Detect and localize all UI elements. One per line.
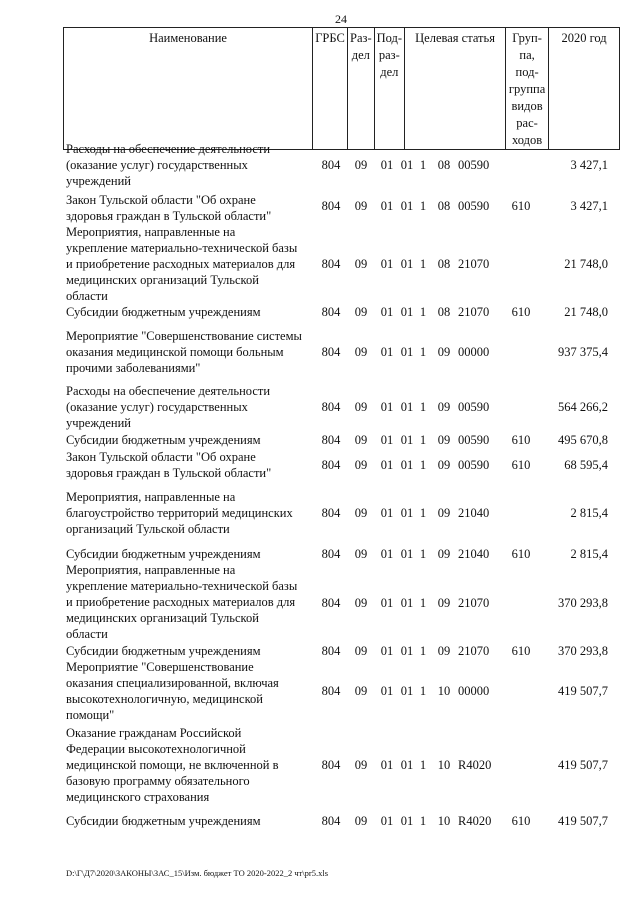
row-group: 610 bbox=[511, 433, 531, 447]
row-podrazdel: 01 bbox=[380, 433, 394, 447]
row-target-event: 08 bbox=[437, 257, 451, 271]
row-target-code: 00000 bbox=[458, 345, 490, 359]
header-group-line: группа bbox=[508, 82, 546, 96]
row-name: Субсидии бюджетным учреждениям bbox=[66, 814, 261, 828]
row-razdel: 09 bbox=[354, 758, 368, 772]
header-group-line: па, bbox=[519, 48, 535, 62]
row-target-event: 09 bbox=[437, 400, 451, 414]
row-sum: 3 427,1 bbox=[570, 158, 608, 172]
row-target-event: 08 bbox=[437, 158, 451, 172]
row-target-program: 01 bbox=[400, 644, 414, 658]
header-group-line: ходов bbox=[511, 133, 543, 147]
row-sum: 21 748,0 bbox=[564, 305, 608, 319]
row-grbs: 804 bbox=[321, 547, 341, 561]
row-razdel: 09 bbox=[354, 814, 368, 828]
row-sum: 2 815,4 bbox=[570, 506, 608, 520]
row-razdel: 09 bbox=[354, 257, 368, 271]
row-razdel: 09 bbox=[354, 547, 368, 561]
row-target-type: 1 bbox=[419, 433, 427, 447]
row-group: 610 bbox=[511, 199, 531, 213]
row-target-type: 1 bbox=[419, 506, 427, 520]
row-target-event: 09 bbox=[437, 458, 451, 472]
row-sum: 370 293,8 bbox=[558, 596, 608, 610]
row-target-type: 1 bbox=[419, 758, 427, 772]
row-target-code: 00590 bbox=[458, 433, 490, 447]
row-target-type: 1 bbox=[419, 684, 427, 698]
table-header bbox=[63, 27, 620, 150]
row-name: Мероприятия, направленные на укрепление материально-технической базы и приобретение расходных материалов для медицинских организаций Тульской области bbox=[66, 563, 298, 641]
row-podrazdel: 01 bbox=[380, 758, 394, 772]
row-podrazdel: 01 bbox=[380, 684, 394, 698]
row-target-type: 1 bbox=[419, 257, 427, 271]
row-target-program: 01 bbox=[400, 345, 414, 359]
row-target-event: 09 bbox=[437, 547, 451, 561]
row-razdel: 09 bbox=[354, 345, 368, 359]
row-name: Субсидии бюджетным учреждениям bbox=[66, 644, 261, 658]
row-target-event: 09 bbox=[437, 596, 451, 610]
header-target: Целевая статья bbox=[405, 28, 506, 150]
row-name: Субсидии бюджетным учреждениям bbox=[66, 305, 261, 319]
row-target-type: 1 bbox=[419, 345, 427, 359]
header-podrazdel bbox=[374, 28, 404, 150]
row-target-program: 01 bbox=[400, 547, 414, 561]
row-name: Мероприятия, направленные на благоустройство территорий медицинских организаций Тульской области bbox=[66, 490, 293, 536]
row-razdel: 09 bbox=[354, 199, 368, 213]
row-grbs: 804 bbox=[321, 506, 341, 520]
row-group: 610 bbox=[511, 547, 531, 561]
row-podrazdel: 01 bbox=[380, 814, 394, 828]
row-grbs: 804 bbox=[321, 199, 341, 213]
row-target-event: 09 bbox=[437, 433, 451, 447]
row-grbs: 804 bbox=[321, 814, 341, 828]
row-podrazdel: 01 bbox=[380, 547, 394, 561]
row-target-program: 01 bbox=[400, 506, 414, 520]
header-group bbox=[506, 28, 549, 150]
row-grbs: 804 bbox=[321, 257, 341, 271]
row-group: 610 bbox=[511, 814, 531, 828]
header-group-line: рас- bbox=[516, 116, 538, 130]
row-target-code: R4020 bbox=[458, 814, 492, 828]
row-podrazdel: 01 bbox=[380, 345, 394, 359]
row-grbs: 804 bbox=[321, 305, 341, 319]
row-razdel: 09 bbox=[354, 596, 368, 610]
row-grbs: 804 bbox=[321, 596, 341, 610]
row-target-event: 10 bbox=[437, 684, 451, 698]
row-target-code: 00590 bbox=[458, 158, 490, 172]
row-podrazdel: 01 bbox=[380, 158, 394, 172]
header-name: Наименование bbox=[64, 28, 313, 150]
row-target-event: 10 bbox=[437, 814, 451, 828]
row-target-event: 08 bbox=[437, 305, 451, 319]
row-group: 610 bbox=[511, 458, 531, 472]
row-target-code: 00590 bbox=[458, 199, 490, 213]
header-razdel-line: Раз- bbox=[350, 31, 372, 45]
row-target-type: 1 bbox=[419, 814, 427, 828]
row-sum: 937 375,4 bbox=[558, 345, 608, 359]
row-sum: 495 670,8 bbox=[558, 433, 608, 447]
row-target-code: R4020 bbox=[458, 758, 492, 772]
row-target-event: 09 bbox=[437, 506, 451, 520]
row-podrazdel: 01 bbox=[380, 400, 394, 414]
row-target-program: 01 bbox=[400, 305, 414, 319]
row-grbs: 804 bbox=[321, 433, 341, 447]
row-name: Закон Тульской области "Об охране здоровья граждан в Тульской области" bbox=[66, 193, 272, 223]
row-target-program: 01 bbox=[400, 814, 414, 828]
row-razdel: 09 bbox=[354, 400, 368, 414]
row-target-event: 09 bbox=[437, 644, 451, 658]
row-target-code: 00000 bbox=[458, 684, 490, 698]
row-grbs: 804 bbox=[321, 684, 341, 698]
row-sum: 370 293,8 bbox=[558, 644, 608, 658]
row-target-type: 1 bbox=[419, 644, 427, 658]
row-target-code: 21040 bbox=[458, 506, 490, 520]
row-target-code: 21070 bbox=[458, 305, 490, 319]
row-name: Субсидии бюджетным учреждениям bbox=[66, 433, 261, 447]
row-name: Субсидии бюджетным учреждениям bbox=[66, 547, 261, 561]
row-target-code: 21070 bbox=[458, 257, 490, 271]
row-target-program: 01 bbox=[400, 433, 414, 447]
row-razdel: 09 bbox=[354, 458, 368, 472]
row-target-code: 00590 bbox=[458, 400, 490, 414]
header-razdel bbox=[348, 28, 375, 150]
row-target-program: 01 bbox=[400, 400, 414, 414]
row-sum: 2 815,4 bbox=[570, 547, 608, 561]
row-name: Закон Тульской области "Об охране здоровья граждан в Тульской области" bbox=[66, 450, 272, 480]
row-sum: 419 507,7 bbox=[558, 758, 608, 772]
header-razdel-line: дел bbox=[351, 48, 370, 62]
row-target-event: 08 bbox=[437, 199, 451, 213]
row-grbs: 804 bbox=[321, 758, 341, 772]
row-target-code: 00590 bbox=[458, 458, 490, 472]
row-target-program: 01 bbox=[400, 684, 414, 698]
row-target-program: 01 bbox=[400, 758, 414, 772]
row-grbs: 804 bbox=[321, 458, 341, 472]
row-target-event: 09 bbox=[437, 345, 451, 359]
row-target-type: 1 bbox=[419, 199, 427, 213]
row-target-type: 1 bbox=[419, 400, 427, 414]
row-grbs: 804 bbox=[321, 400, 341, 414]
header-group-line: под- bbox=[515, 65, 539, 79]
row-sum: 68 595,4 bbox=[564, 458, 608, 472]
header-grbs: ГРБС bbox=[313, 28, 348, 150]
header-group-line: видов bbox=[511, 99, 543, 113]
row-grbs: 804 bbox=[321, 345, 341, 359]
row-target-code: 21040 bbox=[458, 547, 490, 561]
row-razdel: 09 bbox=[354, 684, 368, 698]
row-sum: 564 266,2 bbox=[558, 400, 608, 414]
row-name: Мероприятие "Совершенствование системы оказания медицинской помощи больным прочими заболеваниями" bbox=[66, 329, 302, 375]
row-target-type: 1 bbox=[419, 158, 427, 172]
header-podrazdel-line: раз- bbox=[378, 48, 400, 62]
row-target-program: 01 bbox=[400, 596, 414, 610]
row-name: Расходы на обеспечение деятельности (оказание услуг) государственных учреждений bbox=[66, 142, 271, 188]
row-target-program: 01 bbox=[400, 158, 414, 172]
row-sum: 3 427,1 bbox=[570, 199, 608, 213]
page-number: 24 bbox=[335, 12, 347, 26]
row-podrazdel: 01 bbox=[380, 305, 394, 319]
row-target-type: 1 bbox=[419, 547, 427, 561]
row-razdel: 09 bbox=[354, 305, 368, 319]
header-year: 2020 год bbox=[549, 28, 620, 150]
header-podrazdel-line: дел bbox=[380, 65, 399, 79]
row-podrazdel: 01 bbox=[380, 458, 394, 472]
header-podrazdel-line: Под- bbox=[376, 31, 403, 45]
row-podrazdel: 01 bbox=[380, 257, 394, 271]
row-name: Расходы на обеспечение деятельности (оказание услуг) государственных учреждений bbox=[66, 384, 271, 430]
row-podrazdel: 01 bbox=[380, 644, 394, 658]
row-target-program: 01 bbox=[400, 199, 414, 213]
row-target-code: 21070 bbox=[458, 596, 490, 610]
header-group-line: Груп- bbox=[512, 31, 542, 45]
row-target-type: 1 bbox=[419, 458, 427, 472]
row-target-type: 1 bbox=[419, 305, 427, 319]
row-target-program: 01 bbox=[400, 458, 414, 472]
row-podrazdel: 01 bbox=[380, 506, 394, 520]
file-path-footer: D:\Г\Д7\2020\ЗАКОНЫ\ЗАС_15\Изм. бюджет ТО 2020-2022_2 чт\pr5.xls bbox=[66, 868, 329, 878]
row-razdel: 09 bbox=[354, 644, 368, 658]
row-group: 610 bbox=[511, 644, 531, 658]
row-group: 610 bbox=[511, 305, 531, 319]
row-razdel: 09 bbox=[354, 158, 368, 172]
row-sum: 419 507,7 bbox=[558, 814, 608, 828]
row-name: Оказание гражданам Российской Федерации высокотехнологичной медицинской помощи, не включенной в базовую программу обязательного медицинского страхования bbox=[66, 726, 279, 804]
row-name: Мероприятия, направленные на укрепление материально-технической базы и приобретение расходных материалов для медицинских организаций Тульской области bbox=[66, 225, 298, 303]
row-podrazdel: 01 bbox=[380, 199, 394, 213]
row-grbs: 804 bbox=[321, 158, 341, 172]
row-target-program: 01 bbox=[400, 257, 414, 271]
row-sum: 21 748,0 bbox=[564, 257, 608, 271]
row-target-type: 1 bbox=[419, 596, 427, 610]
row-razdel: 09 bbox=[354, 506, 368, 520]
row-podrazdel: 01 bbox=[380, 596, 394, 610]
row-razdel: 09 bbox=[354, 433, 368, 447]
row-sum: 419 507,7 bbox=[558, 684, 608, 698]
row-name: Мероприятие "Совершенствование оказания специализированной, включая высокотехнологичную, медицинской помощи" bbox=[66, 660, 279, 722]
row-target-event: 10 bbox=[437, 758, 451, 772]
row-grbs: 804 bbox=[321, 644, 341, 658]
row-target-code: 21070 bbox=[458, 644, 490, 658]
